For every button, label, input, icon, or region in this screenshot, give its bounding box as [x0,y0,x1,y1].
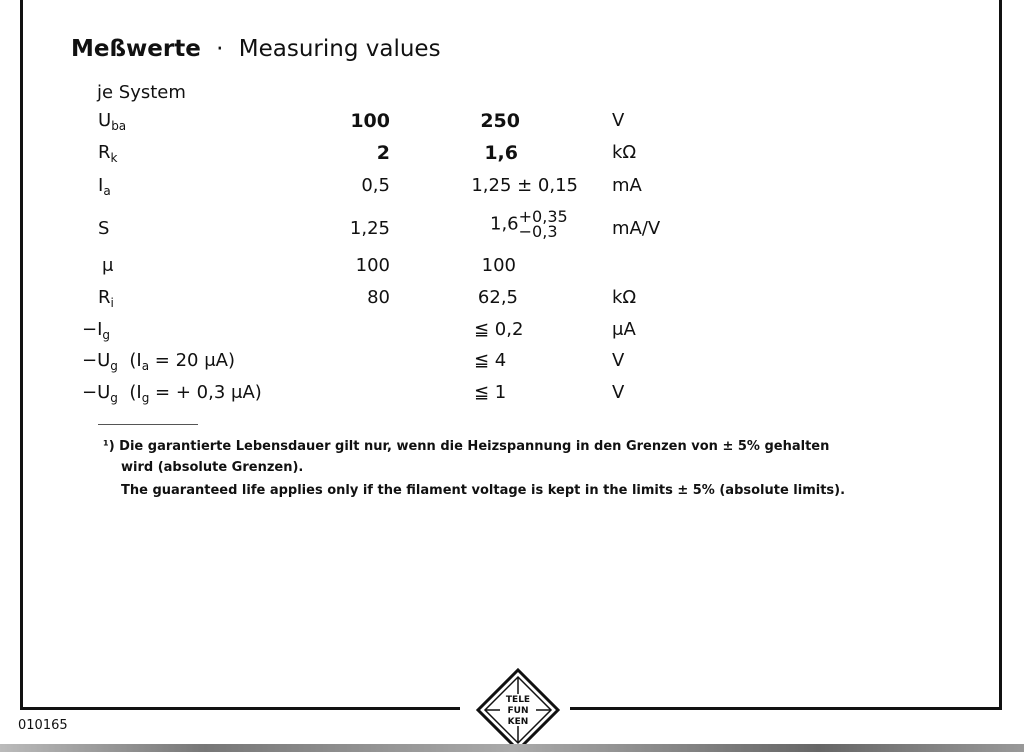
title-separator: · [216,36,224,62]
table-row [98,287,658,313]
param-label: S [98,218,110,239]
section-title [71,36,441,62]
value-100v: 0,5 [361,175,390,196]
tolerance-stack: +0,35 −0,3 [518,207,568,241]
table-row [98,175,658,201]
value-250v: 62,5 [477,287,518,308]
scan-edge [0,744,1024,752]
footnote [103,436,973,501]
footnote-divider [98,424,198,425]
footnote-german-line-1: ¹) Die garantierte Lebensdauer gilt nur, wenn die Heizspannung in den Grenzen von ± 5% gehalten [103,439,830,454]
document-number: 010165 [18,718,68,733]
value-250v: ≦ 4 [474,350,507,371]
value-100v: 80 [367,287,390,308]
svg-text:TELE: TELE [505,695,531,705]
unit: kΩ [612,142,637,163]
svg-text:KEN: KEN [507,717,529,727]
title-german: Meßwerte [71,36,201,62]
table-row [98,142,658,168]
value-100v: 1,25 [349,218,390,239]
table-subheading: je System [97,82,186,103]
param-label: $R_i$ [98,287,114,310]
value-100v: 2 [376,142,390,164]
value-250v: 1,6 +0,35 −0,3 [490,207,568,241]
unit: V [612,110,625,131]
telefunken-logo [476,668,560,752]
param-label: $-U_g$ ($I_g$ = + 0,3 μA) [82,382,262,405]
value-100v: 100 [355,255,390,276]
param-label: $-I_g$ [82,319,111,342]
unit: mA/V [612,218,661,239]
footnote-german-line-2: wird (absolute Grenzen). [121,460,304,475]
param-label: $-U_g$ ($I_a = 20$ μA) [82,350,235,373]
unit: μA [612,319,636,340]
title-english: Measuring values [238,36,441,62]
table-row [98,110,658,136]
value-100v: 100 [350,110,390,132]
unit: V [612,382,625,403]
unit: V [612,350,625,371]
value-250v: ≦ 1 [474,382,507,403]
param-label: μ [102,255,114,276]
table-row [82,350,658,376]
unit: mA [612,175,642,196]
value-250v: 100 [481,255,516,276]
unit: kΩ [612,287,637,308]
value-250v: 1,6 [484,142,518,164]
value-250v: 1,25 ± 0,15 [471,175,578,196]
table-row [98,255,658,281]
table-row [98,207,661,247]
footnote-english: The guaranteed life applies only if the filament voltage is kept in the limits ± 5% (absolute limits). [121,483,846,498]
param-label: $U_{ba}$ [98,110,127,133]
value-250v: ≦ 0,2 [474,319,524,340]
table-row [82,319,658,345]
param-label: $R_k$ [98,142,118,165]
param-label: $I_a$ [98,175,111,198]
value-250v: 250 [480,110,520,132]
table-row [82,382,658,408]
svg-text:FUN: FUN [507,706,529,716]
